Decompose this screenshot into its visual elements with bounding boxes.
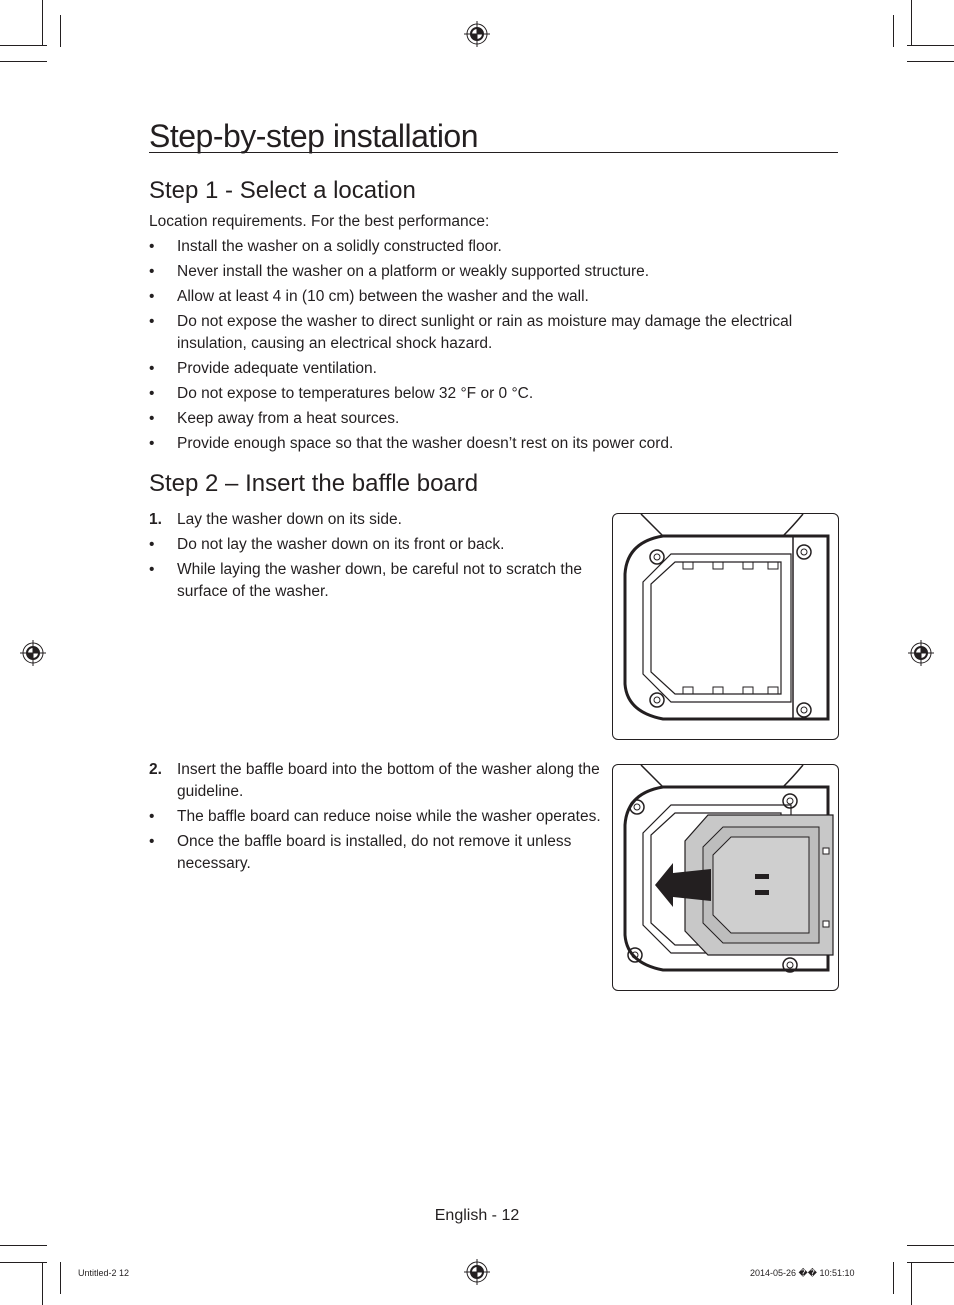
step-number: 1.: [149, 511, 162, 528]
step2-heading: Step 2 – Insert the baffle board: [149, 470, 479, 497]
registration-mark-icon: [464, 1259, 490, 1285]
list-item-text: Do not expose to temperatures below 32 °F or 0 °C.: [177, 385, 534, 402]
list-item-text: Allow at least 4 in (10 cm) between the washer and the wall.: [177, 288, 589, 305]
bullet-icon: •: [149, 833, 155, 850]
bullet-icon: •: [149, 385, 155, 402]
list-item: [149, 831, 614, 875]
baffle-board-insert-illustration: [612, 764, 839, 991]
list-item: [149, 358, 809, 380]
list-item: [149, 286, 809, 308]
list-item-text: Once the baffle board is installed, do not remove it unless necessary.: [177, 833, 572, 872]
title-underline: [149, 152, 838, 153]
bullet-icon: •: [149, 360, 155, 377]
list-item: [149, 534, 599, 556]
bullet-icon: •: [149, 561, 155, 578]
list-item: [149, 433, 809, 455]
step-number: 2.: [149, 761, 162, 778]
list-item-text: Keep away from a heat sources.: [177, 410, 400, 427]
list-item: [149, 408, 809, 430]
page-number: English - 12: [434, 1207, 520, 1224]
bullet-icon: •: [149, 410, 155, 427]
registration-mark-icon: [20, 640, 46, 666]
step1-bullet-list: [149, 236, 809, 458]
page-title: Step-by-step installation: [149, 118, 479, 154]
bullet-icon: •: [149, 536, 155, 553]
list-item: [149, 806, 614, 828]
list-item-text: Install the washer on a solidly constructed floor.: [177, 238, 502, 255]
list-item-text: While laying the washer down, be careful not to scratch the surface of the washer.: [177, 561, 582, 600]
list-item: [149, 311, 809, 355]
washer-bottom-illustration: [612, 513, 839, 740]
slug-right: 2014-05-26 �� 10:51:10: [750, 1268, 855, 1278]
list-item: [149, 383, 809, 405]
list-item-text: Provide adequate ventilation.: [177, 360, 377, 377]
list-item-text: The baffle board can reduce noise while the washer operates.: [177, 808, 601, 825]
slug-left: Untitled-2 12: [78, 1268, 130, 1278]
list-item-text: Never install the washer on a platform or weakly supported structure.: [177, 263, 650, 280]
registration-mark-icon: [464, 21, 490, 47]
step1-intro: Location requirements. For the best performance:: [149, 213, 490, 230]
registration-mark-icon: [908, 640, 934, 666]
step-text: Insert the baffle board into the bottom of the washer along the guideline.: [177, 761, 600, 800]
list-item-text: Do not expose the washer to direct sunlight or rain as moisture may damage the electrical insulation, causing an electrical shock hazard.: [177, 313, 793, 352]
list-item: [149, 236, 809, 258]
bullet-icon: •: [149, 238, 155, 255]
list-item-text: Provide enough space so that the washer doesn’t rest on its power cord.: [177, 435, 674, 452]
list-item-text: Do not lay the washer down on its front or back.: [177, 536, 505, 553]
baffle-board-drawing: [613, 765, 838, 990]
step-text: Lay the washer down on its side.: [177, 511, 402, 528]
numbered-step: [149, 509, 599, 531]
bullet-icon: •: [149, 263, 155, 280]
list-item: [149, 559, 599, 603]
washer-bottom-drawing: [613, 514, 838, 739]
bullet-icon: •: [149, 808, 155, 825]
step2-block2-list: [149, 759, 614, 878]
step1-heading: Step 1 - Select a location: [149, 177, 416, 204]
bullet-icon: •: [149, 313, 155, 330]
list-item: [149, 261, 809, 283]
bullet-icon: •: [149, 288, 155, 305]
numbered-step: [149, 759, 614, 803]
step2-block1-list: [149, 509, 599, 606]
bullet-icon: •: [149, 435, 155, 452]
